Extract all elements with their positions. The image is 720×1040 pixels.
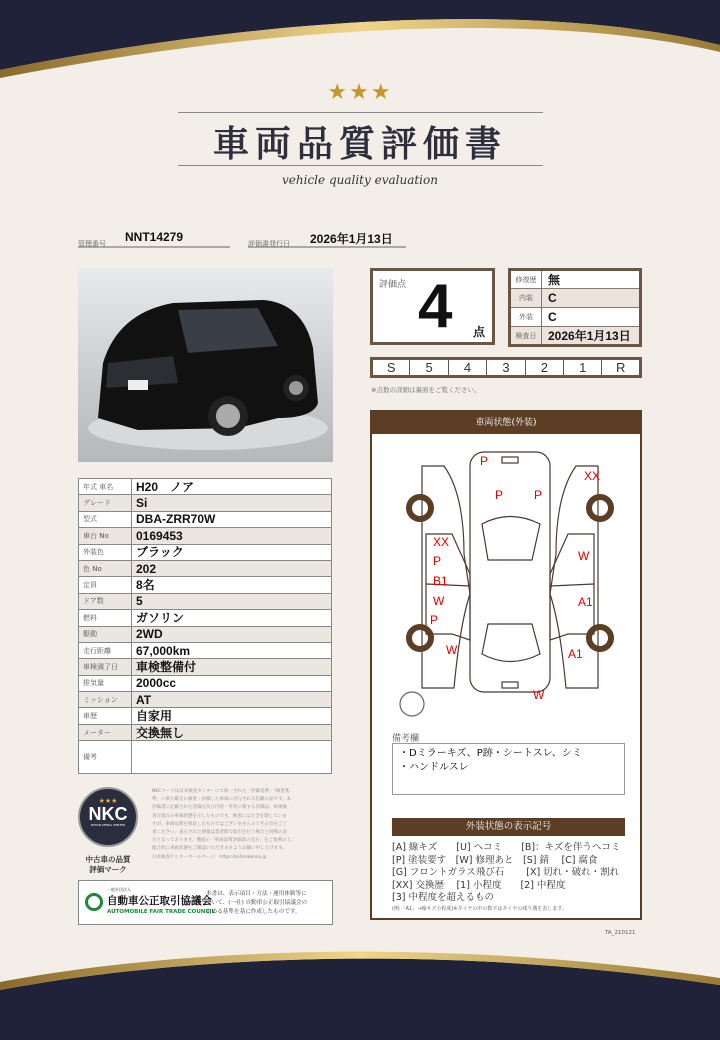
spec-value: 交換無し xyxy=(132,724,332,740)
grade-score: 4 xyxy=(418,272,453,341)
grade-unit: 点 xyxy=(473,325,486,339)
info-label: 修復歴 xyxy=(510,270,542,289)
nkc-caption-line: 評価マーク xyxy=(89,865,127,874)
spec-value: 自家用 xyxy=(132,708,332,724)
spec-value: 2000cc xyxy=(132,675,332,691)
info-label: 外装 xyxy=(510,308,542,327)
spec-row xyxy=(79,741,332,774)
spec-row xyxy=(79,593,332,609)
spec-label: 燃料 xyxy=(79,610,132,626)
info-row xyxy=(510,327,641,346)
spec-value: Si xyxy=(132,495,332,511)
grade-scale xyxy=(370,357,642,378)
damage-mark: P xyxy=(495,488,504,502)
nkc-caption xyxy=(78,855,138,875)
spec-label: グレード xyxy=(79,495,132,511)
damage-mark: W xyxy=(533,688,545,702)
spec-row xyxy=(79,560,332,576)
aftc-org-small: 一般社団法人 xyxy=(107,887,131,892)
info-row xyxy=(510,308,641,327)
aftc-box xyxy=(78,880,333,925)
damage-mark: W xyxy=(578,549,590,563)
scale-cell: 4 xyxy=(448,359,486,377)
spec-table xyxy=(78,478,332,774)
nkc-text-line: 日本検査センターホームページ：https://nihonkensa.jp xyxy=(152,854,267,860)
damage-mark: P xyxy=(430,613,439,627)
control-number-label: 管理番号 xyxy=(78,240,106,248)
nkc-text-line: すが、車両品質を保証したものではございませんのでその旨をご了 xyxy=(152,821,287,827)
spec-row xyxy=(79,692,332,708)
aftc-text-line: 定める基準を基に作成したものです。 xyxy=(206,909,301,915)
spec-row xyxy=(79,544,332,560)
spec-row xyxy=(79,495,332,511)
info-value: C xyxy=(542,289,641,308)
spec-label: 定員 xyxy=(79,577,132,593)
spec-value: 0169453 xyxy=(132,528,332,544)
remarks-box xyxy=(392,743,625,795)
spec-value: ガソリン xyxy=(132,610,332,626)
damage-mark: P xyxy=(534,488,543,502)
scale-cell: S xyxy=(372,359,410,377)
spec-label: 備考 xyxy=(79,741,132,774)
nkc-text-line: 評価書に記載された評価点及び内装・外装に関する評価は、車両検 xyxy=(152,805,287,811)
spec-row xyxy=(79,675,332,691)
legend-line: [XX] 交換歴 [1] 小程度 [2] 中程度 xyxy=(392,879,566,891)
damage-mark: W xyxy=(446,643,458,657)
grade-label: 評価点 xyxy=(379,280,407,290)
spec-label: 駆動 xyxy=(79,626,132,642)
vehicle-photo xyxy=(78,268,333,462)
spec-value: DBA-ZRR70W xyxy=(132,511,332,527)
info-value: 2026年1月13日 xyxy=(542,327,641,346)
spec-value: ブラック xyxy=(132,544,332,560)
nkc-logo-sub: NIHON KENSA CENTER xyxy=(90,823,126,827)
legend-line: [A] 線キズ [U] ヘコミ [B]：キズを伴うヘコミ xyxy=(392,842,621,853)
legend-line: [3] 中程度を超えるもの xyxy=(392,892,494,903)
grade-box xyxy=(370,268,495,345)
spec-label: メーター xyxy=(79,724,132,740)
remark-line: ・Dミラーキズ、P跡・シートスレ、シミ xyxy=(399,748,582,759)
damage-mark: XX xyxy=(584,469,601,483)
spec-label: 車検満了日 xyxy=(79,659,132,675)
aftc-text xyxy=(206,890,307,917)
aftc-text-line: 本書は、表示項目・方法・運用体制等に xyxy=(206,891,307,897)
aftc-logo-icon xyxy=(85,893,103,911)
damage-mark: P xyxy=(433,554,442,568)
info-value: C xyxy=(542,308,641,327)
spec-row xyxy=(79,659,332,675)
aftc-org-en: AUTOMOBILE FAIR TRADE COUNCIL xyxy=(107,909,215,915)
legend-line: [G] フロントガラス飛び石 [X] 切れ・破れ・割れ xyxy=(392,867,620,878)
spec-label: ドア数 xyxy=(79,593,132,609)
spec-value: 車検整備付 xyxy=(132,659,332,675)
spec-row xyxy=(79,577,332,593)
scale-cell: 1 xyxy=(564,359,602,377)
nkc-text-line: 承ください。表示された情報は業者間で取引を行う場合と同様の表 xyxy=(152,830,287,836)
spec-row xyxy=(79,642,332,658)
issue-date-field xyxy=(248,230,406,248)
spec-value: 5 xyxy=(132,593,332,609)
spec-value xyxy=(132,741,332,774)
control-number-field xyxy=(78,230,230,248)
spec-label: 車歴 xyxy=(79,708,132,724)
remark-line: ・ハンドルスレ xyxy=(399,762,469,773)
spec-row xyxy=(79,528,332,544)
info-row xyxy=(510,270,641,289)
nkc-caption-line: 中古車の品質 xyxy=(85,855,131,864)
page-subtitle: vehicle quality evaluation xyxy=(282,173,438,187)
aftc-org: 自動車公正取引協議会 xyxy=(107,895,212,907)
spec-value: 67,000km xyxy=(132,642,332,658)
spec-value: 202 xyxy=(132,560,332,576)
nkc-text-line: 査日現在の車両状態を示したものです。検査には万全を期していま xyxy=(152,813,287,819)
scale-cell: 2 xyxy=(525,359,563,377)
scale-cell: 3 xyxy=(487,359,525,377)
vehicle-condition-panel xyxy=(370,410,642,920)
scale-cell: 5 xyxy=(410,359,448,377)
spec-value: 8名 xyxy=(132,577,332,593)
nkc-text-line: 準」に則り厳正に検査・評価した車両に付与される信頼の証です。本 xyxy=(152,797,292,803)
damage-mark: XX xyxy=(433,535,450,549)
control-number-value: NNT14279 xyxy=(125,230,184,244)
damage-mark: W xyxy=(433,594,445,608)
spec-row xyxy=(79,724,332,740)
damage-mark: A1 xyxy=(578,595,593,609)
nkc-text-line: 総合的に車両状態をご確認いただきますようお願い申し上げます。 xyxy=(152,846,287,852)
spec-label: 年式 車名 xyxy=(79,479,132,495)
spec-value: 2WD xyxy=(132,626,332,642)
page-title: 車両品質評価書 xyxy=(212,123,507,165)
remarks-label: 備考欄 xyxy=(392,734,420,744)
spec-row xyxy=(79,511,332,527)
spec-label: 外装色 xyxy=(79,544,132,560)
nkc-description xyxy=(152,788,334,862)
aftc-text-line: ついて、(一社) 自動車公正取引協議会の xyxy=(206,900,308,906)
legend xyxy=(392,842,632,912)
header-stars: ★★★ xyxy=(327,80,393,105)
condition-info-table xyxy=(508,268,642,347)
spec-label: ミッション xyxy=(79,692,132,708)
spec-value: H20 ノア xyxy=(132,479,332,495)
damage-mark: P xyxy=(480,454,489,468)
spec-label: 車台 No xyxy=(79,528,132,544)
spec-row xyxy=(79,708,332,724)
issue-date-value: 2026年1月13日 xyxy=(310,232,393,246)
legend-line: [P] 塗装要す [W] 修理あと [S] 錆 [C] 腐食 xyxy=(392,854,598,866)
spec-value: AT xyxy=(132,692,332,708)
info-value: 無 xyxy=(542,270,641,289)
nkc-logo-text: NKC xyxy=(88,804,128,824)
info-row xyxy=(510,289,641,308)
legend-title: 外装状態の表示記号 xyxy=(392,818,625,836)
nkc-text-line: NKCマークは日本検査センターにて統一された「評価基準」「検査基 xyxy=(152,789,290,794)
spec-label: 色 No xyxy=(79,560,132,576)
scale-cell: R xyxy=(602,359,641,377)
diagram-title: 車両状態(外装) xyxy=(372,412,640,434)
nkc-logo: ★★★ NKC NIHON KENSA CENTER xyxy=(78,787,138,847)
spec-label: 走行距離 xyxy=(79,642,132,658)
info-label: 内装 xyxy=(510,289,542,308)
spec-label: 型式 xyxy=(79,511,132,527)
issue-date-label: 評価書発行日 xyxy=(248,240,290,248)
spec-row xyxy=(79,626,332,642)
legend-note: (例:「A1」→線キズ小程度)※タイヤの中の数字はタイヤの残り溝を表します。 xyxy=(392,905,567,912)
info-label: 検査日 xyxy=(510,327,542,346)
spec-row xyxy=(79,479,332,495)
nkc-text-line: 示となっております。裏面の「車両品質評価書の見方」をご参照の上、 xyxy=(152,838,296,844)
spec-row xyxy=(79,610,332,626)
spec-label: 排気量 xyxy=(79,675,132,691)
document-code: TA_210121 xyxy=(605,930,636,936)
scale-note: ※点数の詳細は裏面をご覧ください。 xyxy=(371,386,481,394)
damage-mark: A1 xyxy=(568,647,583,661)
damage-mark: B1 xyxy=(433,574,448,588)
